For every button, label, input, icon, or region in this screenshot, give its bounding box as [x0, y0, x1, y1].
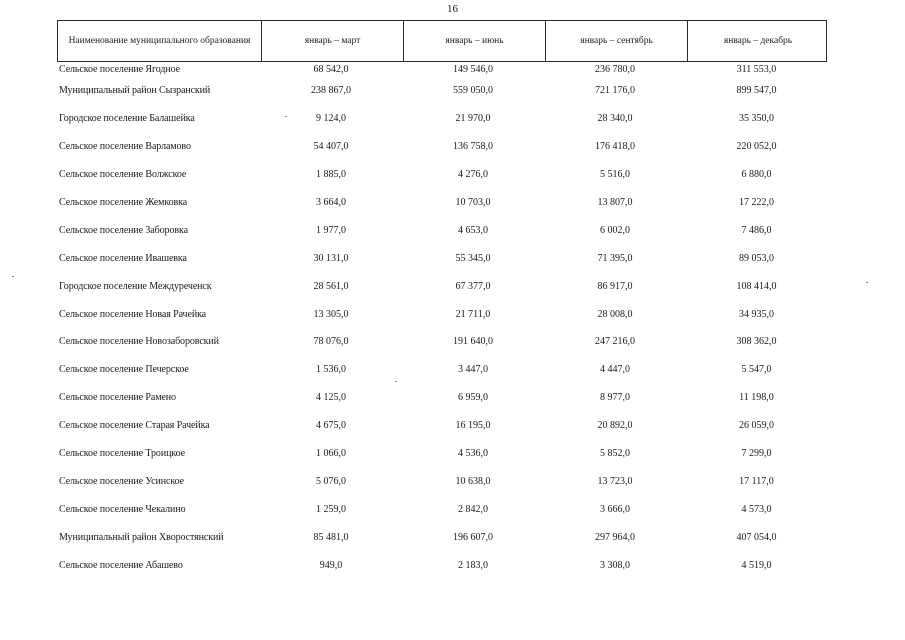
- municipality-name: Городское поселение Междуреченск: [59, 280, 212, 292]
- municipality-name: Сельское поселение Ивашевка: [59, 252, 187, 264]
- table-row: [57, 495, 827, 523]
- municipality-name: Сельское поселение Усинское: [59, 475, 184, 487]
- table-row: [57, 161, 827, 189]
- value-9m: 236 780,0: [595, 64, 635, 75]
- table-row: [57, 216, 827, 244]
- value-q1: 28 561,0: [313, 280, 349, 292]
- value-h1: 10 638,0: [455, 475, 491, 487]
- value-9m: 3 308,0: [600, 559, 630, 571]
- value-q1: 1 977,0: [316, 224, 346, 236]
- value-q1: 9 124,0: [316, 113, 346, 125]
- municipality-name: Сельское поселение Печерское: [59, 364, 189, 376]
- table-row: [57, 77, 827, 105]
- value-year: 7 299,0: [741, 448, 772, 460]
- value-year: 11 198,0: [739, 392, 774, 404]
- header-q1: январь – март: [261, 21, 403, 61]
- value-q1: 1 885,0: [316, 169, 346, 181]
- value-9m: 28 008,0: [597, 308, 633, 320]
- value-q1: 5 076,0: [316, 475, 346, 487]
- value-q1: 30 131,0: [313, 252, 349, 264]
- value-q1: 13 305,0: [313, 308, 349, 320]
- value-h1: 3 447,0: [458, 364, 488, 376]
- municipality-name: Сельское поселение Абашево: [59, 559, 183, 571]
- table-row: [57, 272, 827, 300]
- header-municipality: Наименование муниципального образования: [68, 35, 251, 46]
- municipality-name: Сельское поселение Ягодное: [59, 64, 180, 75]
- municipality-name: Сельское поселение Старая Рачейка: [59, 420, 210, 432]
- value-h1: 6 959,0: [458, 392, 488, 404]
- value-h1: 21 970,0: [455, 113, 491, 125]
- value-h1: 4 536,0: [458, 448, 488, 460]
- value-h1: 559 050,0: [453, 85, 493, 97]
- header-h1: январь – июнь: [403, 21, 545, 61]
- value-year: 6 880,0: [741, 169, 772, 181]
- value-year: 17 222,0: [739, 197, 774, 208]
- value-9m: 247 216,0: [595, 336, 635, 348]
- value-9m: 28 340,0: [597, 113, 633, 125]
- value-year: 89 053,0: [739, 252, 774, 264]
- table-body: [57, 62, 827, 579]
- municipality-name: Муниципальный район Сызранский: [59, 85, 211, 97]
- value-9m: 13 807,0: [597, 197, 633, 208]
- value-q1: 3 664,0: [316, 197, 346, 208]
- municipality-name: Сельское поселение Жемковка: [59, 197, 188, 208]
- value-h1: 4 653,0: [458, 224, 488, 236]
- value-q1: 78 076,0: [313, 336, 349, 348]
- value-9m: 176 418,0: [595, 141, 635, 153]
- value-year: 899 547,0: [736, 85, 777, 97]
- value-year: 17 117,0: [739, 475, 774, 487]
- value-year: 34 935,0: [739, 308, 774, 320]
- table-row: [57, 440, 827, 468]
- value-year: 311 553,0: [736, 64, 777, 75]
- table-row: [57, 356, 827, 384]
- value-9m: 6 002,0: [600, 224, 630, 236]
- value-year: 4 519,0: [741, 559, 772, 571]
- value-h1: 196 607,0: [453, 531, 493, 543]
- value-h1: 55 345,0: [455, 252, 491, 264]
- value-h1: 2 183,0: [458, 559, 488, 571]
- header-9m: январь – сентябрь: [545, 21, 687, 61]
- municipality-name: Сельское поселение Заборовка: [59, 224, 188, 236]
- table-row: [57, 412, 827, 440]
- value-9m: 5 516,0: [600, 169, 630, 181]
- value-9m: 20 892,0: [597, 420, 633, 432]
- value-h1: 191 640,0: [453, 336, 493, 348]
- municipality-name: Городское поселение Балашейка: [59, 113, 195, 125]
- value-h1: 16 195,0: [455, 420, 491, 432]
- header-year: январь – декабрь: [687, 21, 828, 61]
- value-q1: 1 259,0: [316, 503, 346, 515]
- municipality-name: Сельское поселение Чекалино: [59, 503, 186, 515]
- table-header: [57, 20, 827, 62]
- table-row: [57, 189, 827, 217]
- value-9m: 5 852,0: [600, 448, 630, 460]
- table-row: [57, 62, 827, 77]
- value-9m: 86 917,0: [597, 280, 633, 292]
- table-row: [57, 300, 827, 328]
- table-row: [57, 523, 827, 551]
- value-year: 108 414,0: [736, 280, 777, 292]
- value-q1: 238 867,0: [311, 85, 351, 97]
- table-row: [57, 467, 827, 495]
- value-year: 5 547,0: [741, 364, 772, 376]
- municipality-name: Сельское поселение Волжское: [59, 169, 187, 181]
- value-9m: 13 723,0: [597, 475, 633, 487]
- value-q1: 4 125,0: [316, 392, 346, 404]
- scan-speck: [395, 381, 397, 382]
- value-year: 407 054,0: [736, 531, 777, 543]
- value-9m: 3 666,0: [600, 503, 630, 515]
- value-q1: 1 066,0: [316, 448, 346, 460]
- municipality-name: Сельское поселение Новая Рачейка: [59, 308, 207, 320]
- municipality-name: Сельское поселение Новозаборовский: [59, 336, 219, 348]
- value-9m: 721 176,0: [595, 85, 635, 97]
- municipality-name: Сельское поселение Рамено: [59, 392, 176, 404]
- value-q1: 85 481,0: [313, 531, 349, 543]
- value-year: 7 486,0: [741, 224, 772, 236]
- value-h1: 67 377,0: [455, 280, 491, 292]
- value-h1: 136 758,0: [453, 141, 493, 153]
- value-h1: 10 703,0: [455, 197, 491, 208]
- value-9m: 8 977,0: [600, 392, 630, 404]
- value-year: 220 052,0: [736, 141, 777, 153]
- value-9m: 4 447,0: [600, 364, 630, 376]
- table-row: [57, 105, 827, 133]
- municipality-name: Муниципальный район Хворостянский: [59, 531, 224, 543]
- value-year: 308 362,0: [736, 336, 777, 348]
- municipality-name: Сельское поселение Варламово: [59, 141, 191, 153]
- table-row: [57, 551, 827, 579]
- value-h1: 2 842,0: [458, 503, 488, 515]
- value-year: 35 350,0: [739, 113, 774, 125]
- table-row: [57, 384, 827, 412]
- table-row: [57, 328, 827, 356]
- page-number: 16: [447, 3, 458, 15]
- table-row: [57, 133, 827, 161]
- scan-speck: [866, 282, 868, 283]
- value-year: 4 573,0: [741, 503, 772, 515]
- value-q1: 54 407,0: [313, 141, 349, 153]
- value-q1: 1 536,0: [316, 364, 346, 376]
- value-year: 26 059,0: [739, 420, 774, 432]
- value-h1: 21 711,0: [455, 308, 491, 320]
- value-9m: 297 964,0: [595, 531, 635, 543]
- value-q1: 949,0: [319, 559, 343, 571]
- value-h1: 149 546,0: [453, 64, 493, 75]
- municipality-name: Сельское поселение Троицкое: [59, 448, 185, 460]
- value-q1: 4 675,0: [316, 420, 346, 432]
- value-9m: 71 395,0: [597, 252, 633, 264]
- value-q1: 68 542,0: [313, 64, 349, 75]
- table-row: [57, 244, 827, 272]
- scan-speck: [285, 116, 287, 117]
- scan-speck: [12, 276, 14, 277]
- value-h1: 4 276,0: [458, 169, 488, 181]
